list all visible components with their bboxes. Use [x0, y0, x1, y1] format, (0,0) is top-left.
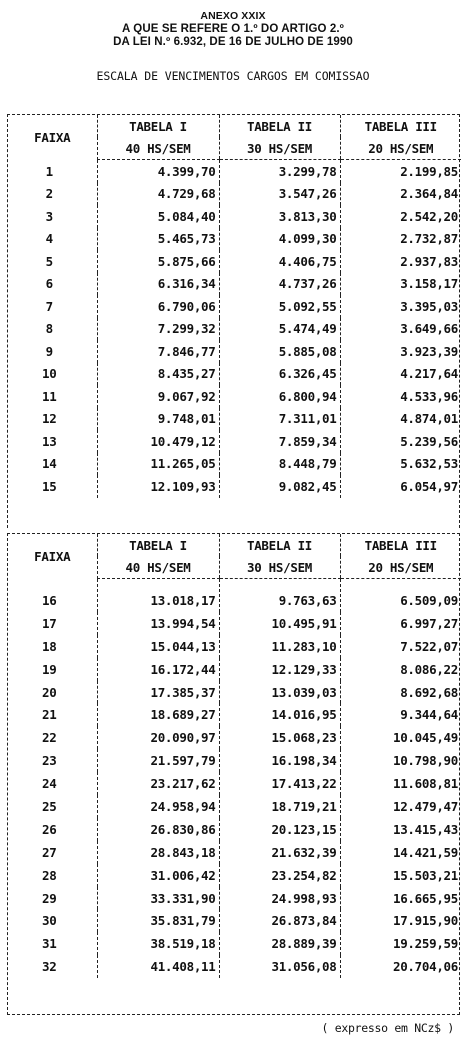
tabela-3-value: 4.874,01 — [340, 408, 461, 431]
faixa-cell: 14 — [42, 456, 57, 472]
faixa-cell: 19 — [42, 661, 57, 677]
tabela-1-value: 13.994,54 — [97, 612, 219, 635]
tabela-3-value: 13.415,43 — [340, 818, 461, 841]
faixa-cell: 27 — [42, 844, 57, 860]
table-row — [8, 658, 461, 681]
tabela-2-value: 3.299,78 — [219, 160, 340, 183]
tabela-2-value: 24.998,93 — [219, 887, 340, 910]
tabela-2-value: 31.056,08 — [219, 955, 340, 978]
tabela-1-value: 31.006,42 — [97, 864, 219, 887]
table-row — [8, 612, 461, 635]
table-row — [8, 635, 461, 658]
header-tabela-2: TABELA II — [219, 115, 340, 137]
tabela-1-value: 38.519,18 — [97, 932, 219, 955]
tabela-2-value: 9.082,45 — [219, 475, 340, 498]
table-row — [8, 841, 461, 864]
tabela-3-value: 16.665,95 — [340, 887, 461, 910]
tabela-1-value: 33.331,90 — [97, 887, 219, 910]
header-tabela-1: TABELA I — [97, 115, 219, 137]
tabela-1-value: 26.830,86 — [97, 818, 219, 841]
tabela-2-value: 20.123,15 — [219, 818, 340, 841]
tabela-1-value: 21.597,79 — [97, 749, 219, 772]
tabela-2-value: 4.099,30 — [219, 228, 340, 251]
table-row — [8, 250, 461, 273]
table-row — [8, 363, 461, 386]
salary-table-part-2 — [7, 533, 460, 1015]
tabela-1-value: 5.084,40 — [97, 205, 219, 228]
tabela-2-value: 5.474,49 — [219, 318, 340, 341]
faixa-cell: 21 — [42, 707, 57, 723]
tabela-3-value: 14.421,59 — [340, 841, 461, 864]
faixa-cell: 31 — [42, 936, 57, 952]
faixa-cell: 23 — [42, 753, 57, 769]
tabela-3-value: 4.533,96 — [340, 385, 461, 408]
faixa-cell: 30 — [42, 913, 57, 929]
tabela-2-value: 13.039,03 — [219, 681, 340, 704]
salary-table-2-body — [8, 579, 461, 979]
tabela-3-value: 11.608,81 — [340, 772, 461, 795]
table-row — [8, 318, 461, 341]
tabela-1-value: 6.790,06 — [97, 295, 219, 318]
tabela-3-value: 6.509,09 — [340, 579, 461, 612]
tabela-3-value: 5.632,53 — [340, 453, 461, 476]
tabela-3-value: 3.649,66 — [340, 318, 461, 341]
table-row — [8, 818, 461, 841]
header-tabela-2: TABELA II — [219, 534, 340, 556]
tabela-3-value: 6.054,97 — [340, 475, 461, 498]
table-row — [8, 795, 461, 818]
tabela-1-value: 4.729,68 — [97, 183, 219, 206]
tabela-1-value: 7.846,77 — [97, 340, 219, 363]
tabela-2-value: 17.413,22 — [219, 772, 340, 795]
tabela-1-value: 16.172,44 — [97, 658, 219, 681]
annex-title: ANEXO XXIX — [200, 10, 266, 22]
tabela-1-value: 9.067,92 — [97, 385, 219, 408]
table-row — [8, 726, 461, 749]
table-row — [8, 453, 461, 476]
faixa-cell: 13 — [42, 433, 57, 449]
tabela-2-value: 5.885,08 — [219, 340, 340, 363]
table-row — [8, 183, 461, 206]
tabela-2-value: 21.632,39 — [219, 841, 340, 864]
faixa-cell: 1 — [45, 163, 53, 179]
table-row — [8, 703, 461, 726]
faixa-cell: 16 — [42, 592, 57, 608]
tabela-1-value: 24.958,94 — [97, 795, 219, 818]
tabela-3-value: 2.937,83 — [340, 250, 461, 273]
tabela-2-value: 9.763,63 — [219, 579, 340, 612]
tabela-2-value: 3.547,26 — [219, 183, 340, 206]
tabela-3-value: 2.542,20 — [340, 205, 461, 228]
tabela-1-value: 15.044,13 — [97, 635, 219, 658]
tabela-1-value: 10.479,12 — [97, 430, 219, 453]
tabela-2-value: 12.129,33 — [219, 658, 340, 681]
faixa-cell: 6 — [45, 276, 53, 292]
header-hours-40: 40 HS/SEM — [97, 556, 219, 579]
header-hours-30: 30 HS/SEM — [219, 137, 340, 160]
table-row — [8, 932, 461, 955]
tabela-1-value: 13.018,17 — [97, 579, 219, 612]
scale-subtitle: ESCALA DE VENCIMENTOS CARGOS EM COMISSAO — [96, 69, 370, 83]
tabela-1-value: 17.385,37 — [97, 681, 219, 704]
faixa-cell: 20 — [42, 684, 57, 700]
tabela-3-value: 2.199,85 — [340, 160, 461, 183]
faixa-cell: 18 — [42, 638, 57, 654]
faixa-cell: 26 — [42, 821, 57, 837]
faixa-cell: 10 — [42, 366, 57, 382]
tabela-2-value: 15.068,23 — [219, 726, 340, 749]
document-header — [0, 10, 466, 49]
table-row — [8, 273, 461, 296]
tabela-1-value: 20.090,97 — [97, 726, 219, 749]
header-hours-40: 40 HS/SEM — [97, 137, 219, 160]
annex-reference: A QUE SE REFERE O 1.º DO ARTIGO 2.º — [122, 23, 344, 35]
tabela-3-value: 12.479,47 — [340, 795, 461, 818]
tabela-3-value: 2.732,87 — [340, 228, 461, 251]
currency-note: ( expresso em NCz$ ) — [321, 1021, 454, 1035]
table-row — [8, 385, 461, 408]
table-row — [8, 430, 461, 453]
faixa-cell: 8 — [45, 321, 53, 337]
tabela-3-value: 2.364,84 — [340, 183, 461, 206]
faixa-cell: 12 — [42, 411, 57, 427]
tabela-1-value: 5.465,73 — [97, 228, 219, 251]
faixa-cell: 7 — [45, 298, 53, 314]
tabela-3-value: 10.045,49 — [340, 726, 461, 749]
tabela-1-value: 28.843,18 — [97, 841, 219, 864]
tabela-2-value: 6.326,45 — [219, 363, 340, 386]
tabela-1-value: 12.109,93 — [97, 475, 219, 498]
table-row — [8, 909, 461, 932]
salary-table-2 — [8, 534, 461, 978]
faixa-cell: 22 — [42, 730, 57, 746]
tabela-2-value: 3.813,30 — [219, 205, 340, 228]
header-tabela-3: TABELA III — [340, 534, 461, 556]
tabela-2-value: 18.719,21 — [219, 795, 340, 818]
tabela-3-value: 10.798,90 — [340, 749, 461, 772]
tabela-2-value: 16.198,34 — [219, 749, 340, 772]
tabela-3-value: 8.086,22 — [340, 658, 461, 681]
tabela-2-value: 6.800,94 — [219, 385, 340, 408]
tabela-2-value: 4.406,75 — [219, 250, 340, 273]
table-row — [8, 340, 461, 363]
faixa-cell: 15 — [42, 478, 57, 494]
faixa-cell: 5 — [45, 253, 53, 269]
tabela-3-value: 3.923,39 — [340, 340, 461, 363]
faixa-cell: 32 — [42, 959, 57, 975]
tabela-3-value: 3.158,17 — [340, 273, 461, 296]
faixa-cell: 3 — [45, 208, 53, 224]
tabela-2-value: 28.889,39 — [219, 932, 340, 955]
table-row — [8, 475, 461, 498]
table-row — [8, 579, 461, 612]
table-row — [8, 955, 461, 978]
tabela-1-value: 35.831,79 — [97, 909, 219, 932]
header-faixa: FAIXA — [34, 548, 71, 564]
tabela-1-value: 8.435,27 — [97, 363, 219, 386]
faixa-cell: 29 — [42, 890, 57, 906]
tabela-2-value: 14.016,95 — [219, 703, 340, 726]
table-row — [8, 772, 461, 795]
table-row — [8, 681, 461, 704]
tabela-3-value: 20.704,06 — [340, 955, 461, 978]
faixa-cell: 4 — [45, 231, 53, 247]
table-row — [8, 408, 461, 431]
table-row — [8, 749, 461, 772]
salary-table-1-body — [8, 160, 461, 498]
tabela-3-value: 3.395,03 — [340, 295, 461, 318]
tabela-2-value: 10.495,91 — [219, 612, 340, 635]
tabela-2-value: 8.448,79 — [219, 453, 340, 476]
table-row — [8, 160, 461, 183]
tabela-3-value: 7.522,07 — [340, 635, 461, 658]
table-row — [8, 205, 461, 228]
tabela-2-value: 4.737,26 — [219, 273, 340, 296]
header-hours-20: 20 HS/SEM — [340, 556, 461, 579]
tabela-1-value: 41.408,11 — [97, 955, 219, 978]
faixa-cell: 9 — [45, 343, 53, 359]
salary-table-1 — [8, 115, 461, 498]
tabela-1-value: 18.689,27 — [97, 703, 219, 726]
faixa-cell: 25 — [42, 798, 57, 814]
faixa-cell: 17 — [42, 615, 57, 631]
tabela-3-value: 9.344,64 — [340, 703, 461, 726]
header-hours-30: 30 HS/SEM — [219, 556, 340, 579]
header-tabela-1: TABELA I — [97, 534, 219, 556]
tabela-3-value: 8.692,68 — [340, 681, 461, 704]
tabela-3-value: 15.503,21 — [340, 864, 461, 887]
tabela-3-value: 4.217,64 — [340, 363, 461, 386]
tabela-2-value: 7.859,34 — [219, 430, 340, 453]
header-faixa: FAIXA — [34, 129, 71, 145]
table-row — [8, 228, 461, 251]
tabela-3-value: 17.915,90 — [340, 909, 461, 932]
tabela-1-value: 4.399,70 — [97, 160, 219, 183]
faixa-cell: 2 — [45, 186, 53, 202]
tabela-1-value: 11.265,05 — [97, 453, 219, 476]
tabela-2-value: 7.311,01 — [219, 408, 340, 431]
tabela-3-value: 6.997,27 — [340, 612, 461, 635]
faixa-cell: 24 — [42, 776, 57, 792]
annex-law: DA LEI N.º 6.932, DE 16 DE JULHO DE 1990 — [113, 36, 353, 48]
tabela-2-value: 23.254,82 — [219, 864, 340, 887]
table-row — [8, 864, 461, 887]
tabela-2-value: 5.092,55 — [219, 295, 340, 318]
salary-table-part-1 — [7, 114, 460, 528]
table-row — [8, 887, 461, 910]
header-hours-20: 20 HS/SEM — [340, 137, 461, 160]
tabela-1-value: 5.875,66 — [97, 250, 219, 273]
tabela-3-value: 19.259,59 — [340, 932, 461, 955]
tabela-1-value: 6.316,34 — [97, 273, 219, 296]
table-row — [8, 295, 461, 318]
header-tabela-3: TABELA III — [340, 115, 461, 137]
tabela-2-value: 11.283,10 — [219, 635, 340, 658]
tabela-1-value: 9.748,01 — [97, 408, 219, 431]
faixa-cell: 11 — [42, 388, 57, 404]
tabela-1-value: 23.217,62 — [97, 772, 219, 795]
tabela-3-value: 5.239,56 — [340, 430, 461, 453]
tabela-1-value: 7.299,32 — [97, 318, 219, 341]
tabela-2-value: 26.873,84 — [219, 909, 340, 932]
faixa-cell: 28 — [42, 867, 57, 883]
